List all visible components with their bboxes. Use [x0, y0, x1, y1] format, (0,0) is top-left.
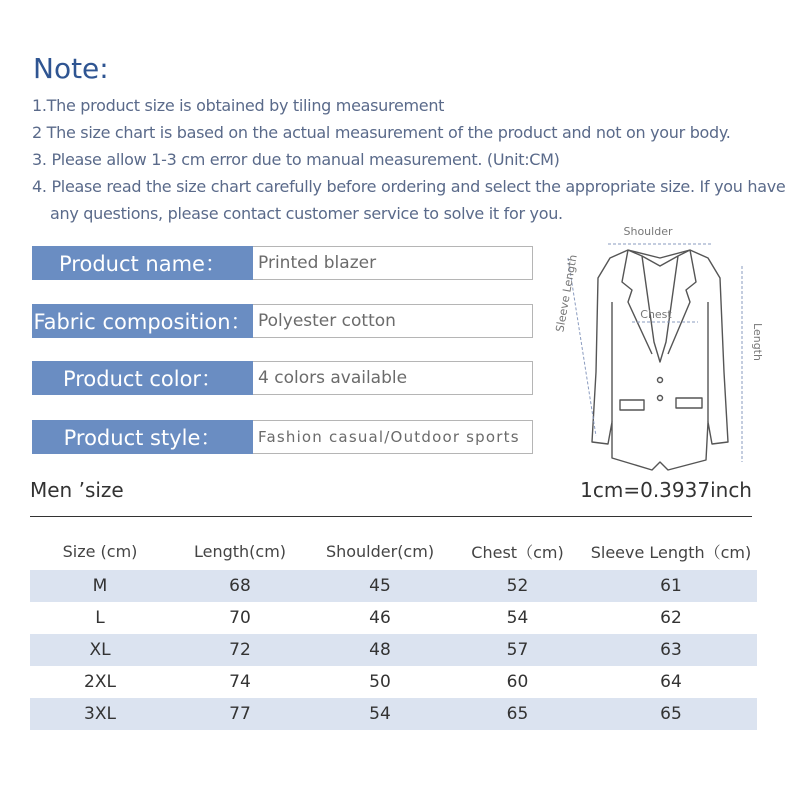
- unit-conversion: 1cm=0.3937inch: [580, 478, 752, 502]
- cell-shoulder: 50: [369, 672, 391, 692]
- cell-chest: 57: [450, 634, 585, 666]
- note-line-4: 4. Please read the size chart carefully before ordering and select the appropriate size. If you have: [32, 177, 786, 196]
- blazer-measurement-diagram: [548, 222, 768, 472]
- note-line-3: 3. Please allow 1-3 cm error due to manual measurement. (Unit:CM): [32, 150, 560, 169]
- product-color-row: [32, 361, 533, 395]
- cell-size: L: [95, 608, 105, 628]
- note-line-1: 1.The product size is obtained by tiling measurement: [32, 96, 445, 115]
- cell-chest: 60: [506, 672, 529, 692]
- fabric-composition-value: Polyester cotton: [253, 304, 533, 338]
- cell-sleeve: 63: [585, 634, 757, 666]
- fabric-composition-label: Fabric composition：: [32, 304, 253, 338]
- header-sleeve-length: Sleeve Length（cm): [590, 542, 752, 562]
- product-color-value: 4 colors available: [253, 361, 533, 395]
- header-size: Size (cm): [62, 541, 138, 561]
- sleeve-length-label: Sleeve Length: [553, 253, 580, 334]
- table-row: [30, 666, 757, 698]
- note-title: Note:: [33, 52, 109, 85]
- product-name-label: Product name：: [32, 246, 253, 280]
- blazer-outline-icon: [592, 250, 728, 470]
- table-row: [30, 634, 757, 666]
- note-line-5: any questions, please contact customer service to solve it for you.: [50, 204, 563, 223]
- product-style-row: [32, 420, 533, 454]
- header-shoulder: Shoulder(cm): [325, 541, 435, 561]
- cell-shoulder: 46: [369, 608, 391, 628]
- cell-shoulder: 45: [310, 570, 450, 602]
- cell-sleeve: 62: [660, 608, 682, 628]
- header-length: Length(cm): [193, 541, 287, 561]
- header-chest: Chest（cm): [471, 542, 564, 562]
- product-style-value: Fashion casual/Outdoor sports: [253, 420, 533, 454]
- cell-length: 68: [170, 570, 310, 602]
- cell-shoulder: 48: [310, 634, 450, 666]
- cell-chest: 54: [506, 608, 529, 628]
- shoulder-label: Shoulder: [623, 225, 673, 238]
- cell-shoulder: 54: [310, 698, 450, 730]
- note-line-2: 2 The size chart is based on the actual measurement of the product and not on your body.: [32, 123, 731, 142]
- men-size-title: Men ’size: [30, 478, 124, 502]
- measurement-lines: [568, 244, 742, 462]
- fabric-composition-row: [32, 304, 533, 338]
- divider: [30, 516, 752, 517]
- table-row: [30, 698, 757, 730]
- product-style-label: Product style：: [32, 420, 253, 454]
- length-label: Length: [751, 323, 764, 361]
- cell-length: 74: [229, 672, 251, 692]
- table-row: [30, 602, 757, 634]
- cell-size: 2XL: [84, 672, 116, 692]
- cell-length: 70: [229, 608, 251, 628]
- chest-label: Chest: [640, 308, 672, 321]
- product-name-row: [32, 246, 533, 280]
- cell-size: M: [30, 570, 170, 602]
- size-table: [30, 532, 757, 730]
- table-header-row: [30, 532, 757, 570]
- cell-length: 77: [170, 698, 310, 730]
- cell-size: XL: [30, 634, 170, 666]
- cell-length: 72: [170, 634, 310, 666]
- cell-sleeve: 61: [585, 570, 757, 602]
- table-row: [30, 570, 757, 602]
- cell-chest: 52: [450, 570, 585, 602]
- cell-size: 3XL: [30, 698, 170, 730]
- cell-chest: 65: [450, 698, 585, 730]
- product-name-value: Printed blazer: [253, 246, 533, 280]
- cell-sleeve: 64: [660, 672, 682, 692]
- cell-sleeve: 65: [585, 698, 757, 730]
- product-color-label: Product color：: [32, 361, 253, 395]
